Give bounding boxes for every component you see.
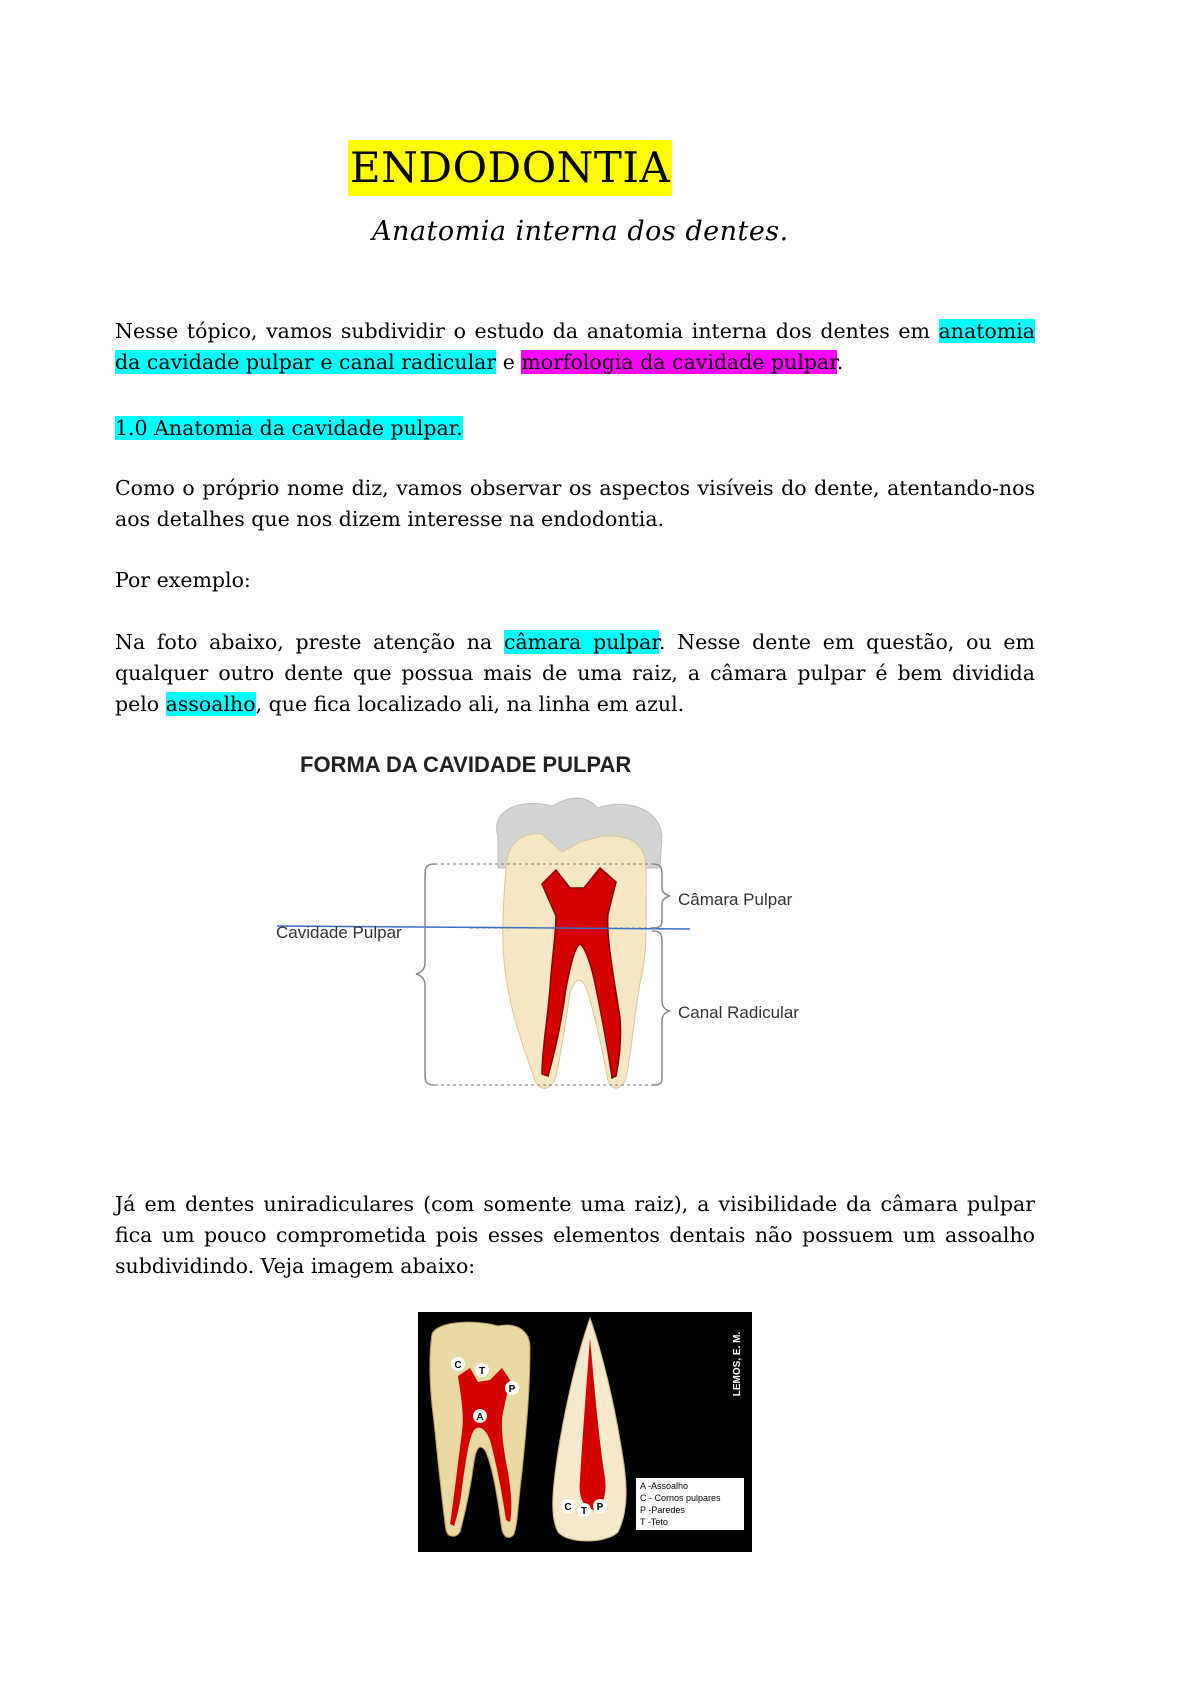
photo-text: Na foto abaixo, preste atenção na: [115, 630, 504, 654]
document-subtitle: Anatomia interna dos dentes.: [372, 216, 789, 247]
svg-text:C: C: [564, 1502, 572, 1513]
document-title: ENDODONTIA: [348, 140, 672, 196]
legend-item-a: A -Assoalho: [640, 1481, 689, 1491]
tooth-dentin: [503, 834, 646, 1089]
tag-p-molar: [505, 1381, 519, 1395]
intro-highlight-morphology: morfologia da cavidade pulpar: [521, 350, 837, 374]
label-canal-radicular: Canal Radicular: [678, 1003, 799, 1022]
pulp-cavity-figure: [276, 748, 799, 1148]
legend-item-p: P -Paredes: [640, 1505, 685, 1515]
highlight-camara-pulpar: câmara pulpar: [503, 630, 659, 654]
svg-text:T: T: [478, 1366, 486, 1377]
sectioned-teeth-figure: [418, 1312, 752, 1552]
photo-text-end: , que fica localizado ali, na linha em azul.: [255, 692, 685, 716]
intro-text: Nesse tópico, vamos subdividir o estudo da anatomia interna dos dentes em: [115, 319, 939, 343]
observe-paragraph: Como o próprio nome diz, vamos observar os aspectos visíveis do dente, atentando-nos aos detalhes que nos dizem interesse na endodontia.: [115, 476, 1035, 531]
label-camara-pulpar: Câmara Pulpar: [678, 890, 793, 909]
chamber-brace: [652, 864, 670, 928]
figure1-title: FORMA DA CAVIDADE PULPAR: [300, 752, 632, 777]
svg-text:P: P: [596, 1502, 604, 1513]
tag-t-uniradicular: [577, 1503, 591, 1517]
example-paragraph: Por exemplo:: [115, 568, 251, 592]
legend-item-c: C - Cornos pulpares: [640, 1493, 721, 1503]
section-heading-paragraph: [115, 413, 1035, 444]
svg-text:C: C: [454, 1360, 462, 1371]
canal-brace: [652, 931, 670, 1085]
figure2-watermark: LEMOS, E. M.: [732, 1331, 743, 1397]
highlight-assoalho: assoalho: [165, 692, 256, 716]
tag-p-uniradicular: [593, 1499, 607, 1513]
section-heading: 1.0 Anatomia da cavidade pulpar.: [115, 416, 463, 440]
tag-c-molar: [451, 1357, 465, 1371]
cavity-brace: [416, 864, 435, 1085]
uniradicular-paragraph: Já em dentes uniradiculares (com somente uma raiz), a visibilidade da câmara pulpar fica um pouco comprometida pois esses elementos dentais não possuem um assoalho subdividindo. Veja imagem abaixo:: [115, 1192, 1035, 1278]
svg-text:A: A: [476, 1412, 484, 1423]
intro-paragraph: [115, 316, 1035, 378]
legend-item-t: T -Teto: [640, 1517, 668, 1527]
intro-end: .: [836, 350, 844, 374]
photo-text-mid: . Nesse dente em questão, ou em qualquer outro dente que possua mais de uma raiz, a câmara pulpar é bem dividida pelo: [115, 630, 1035, 716]
svg-text:P: P: [508, 1384, 516, 1395]
label-cavidade-pulpar: Cavidade Pulpar: [276, 923, 402, 942]
intro-highlight-anatomy: anatomia da cavidade pulpar e canal radicular: [115, 319, 1035, 374]
tag-c-uniradicular: [561, 1499, 575, 1513]
photo-paragraph: [115, 627, 1035, 720]
tag-t-molar: [475, 1363, 489, 1377]
svg-text:T: T: [580, 1506, 588, 1517]
tag-a-molar: [473, 1409, 487, 1423]
intro-connector: e: [496, 350, 522, 374]
